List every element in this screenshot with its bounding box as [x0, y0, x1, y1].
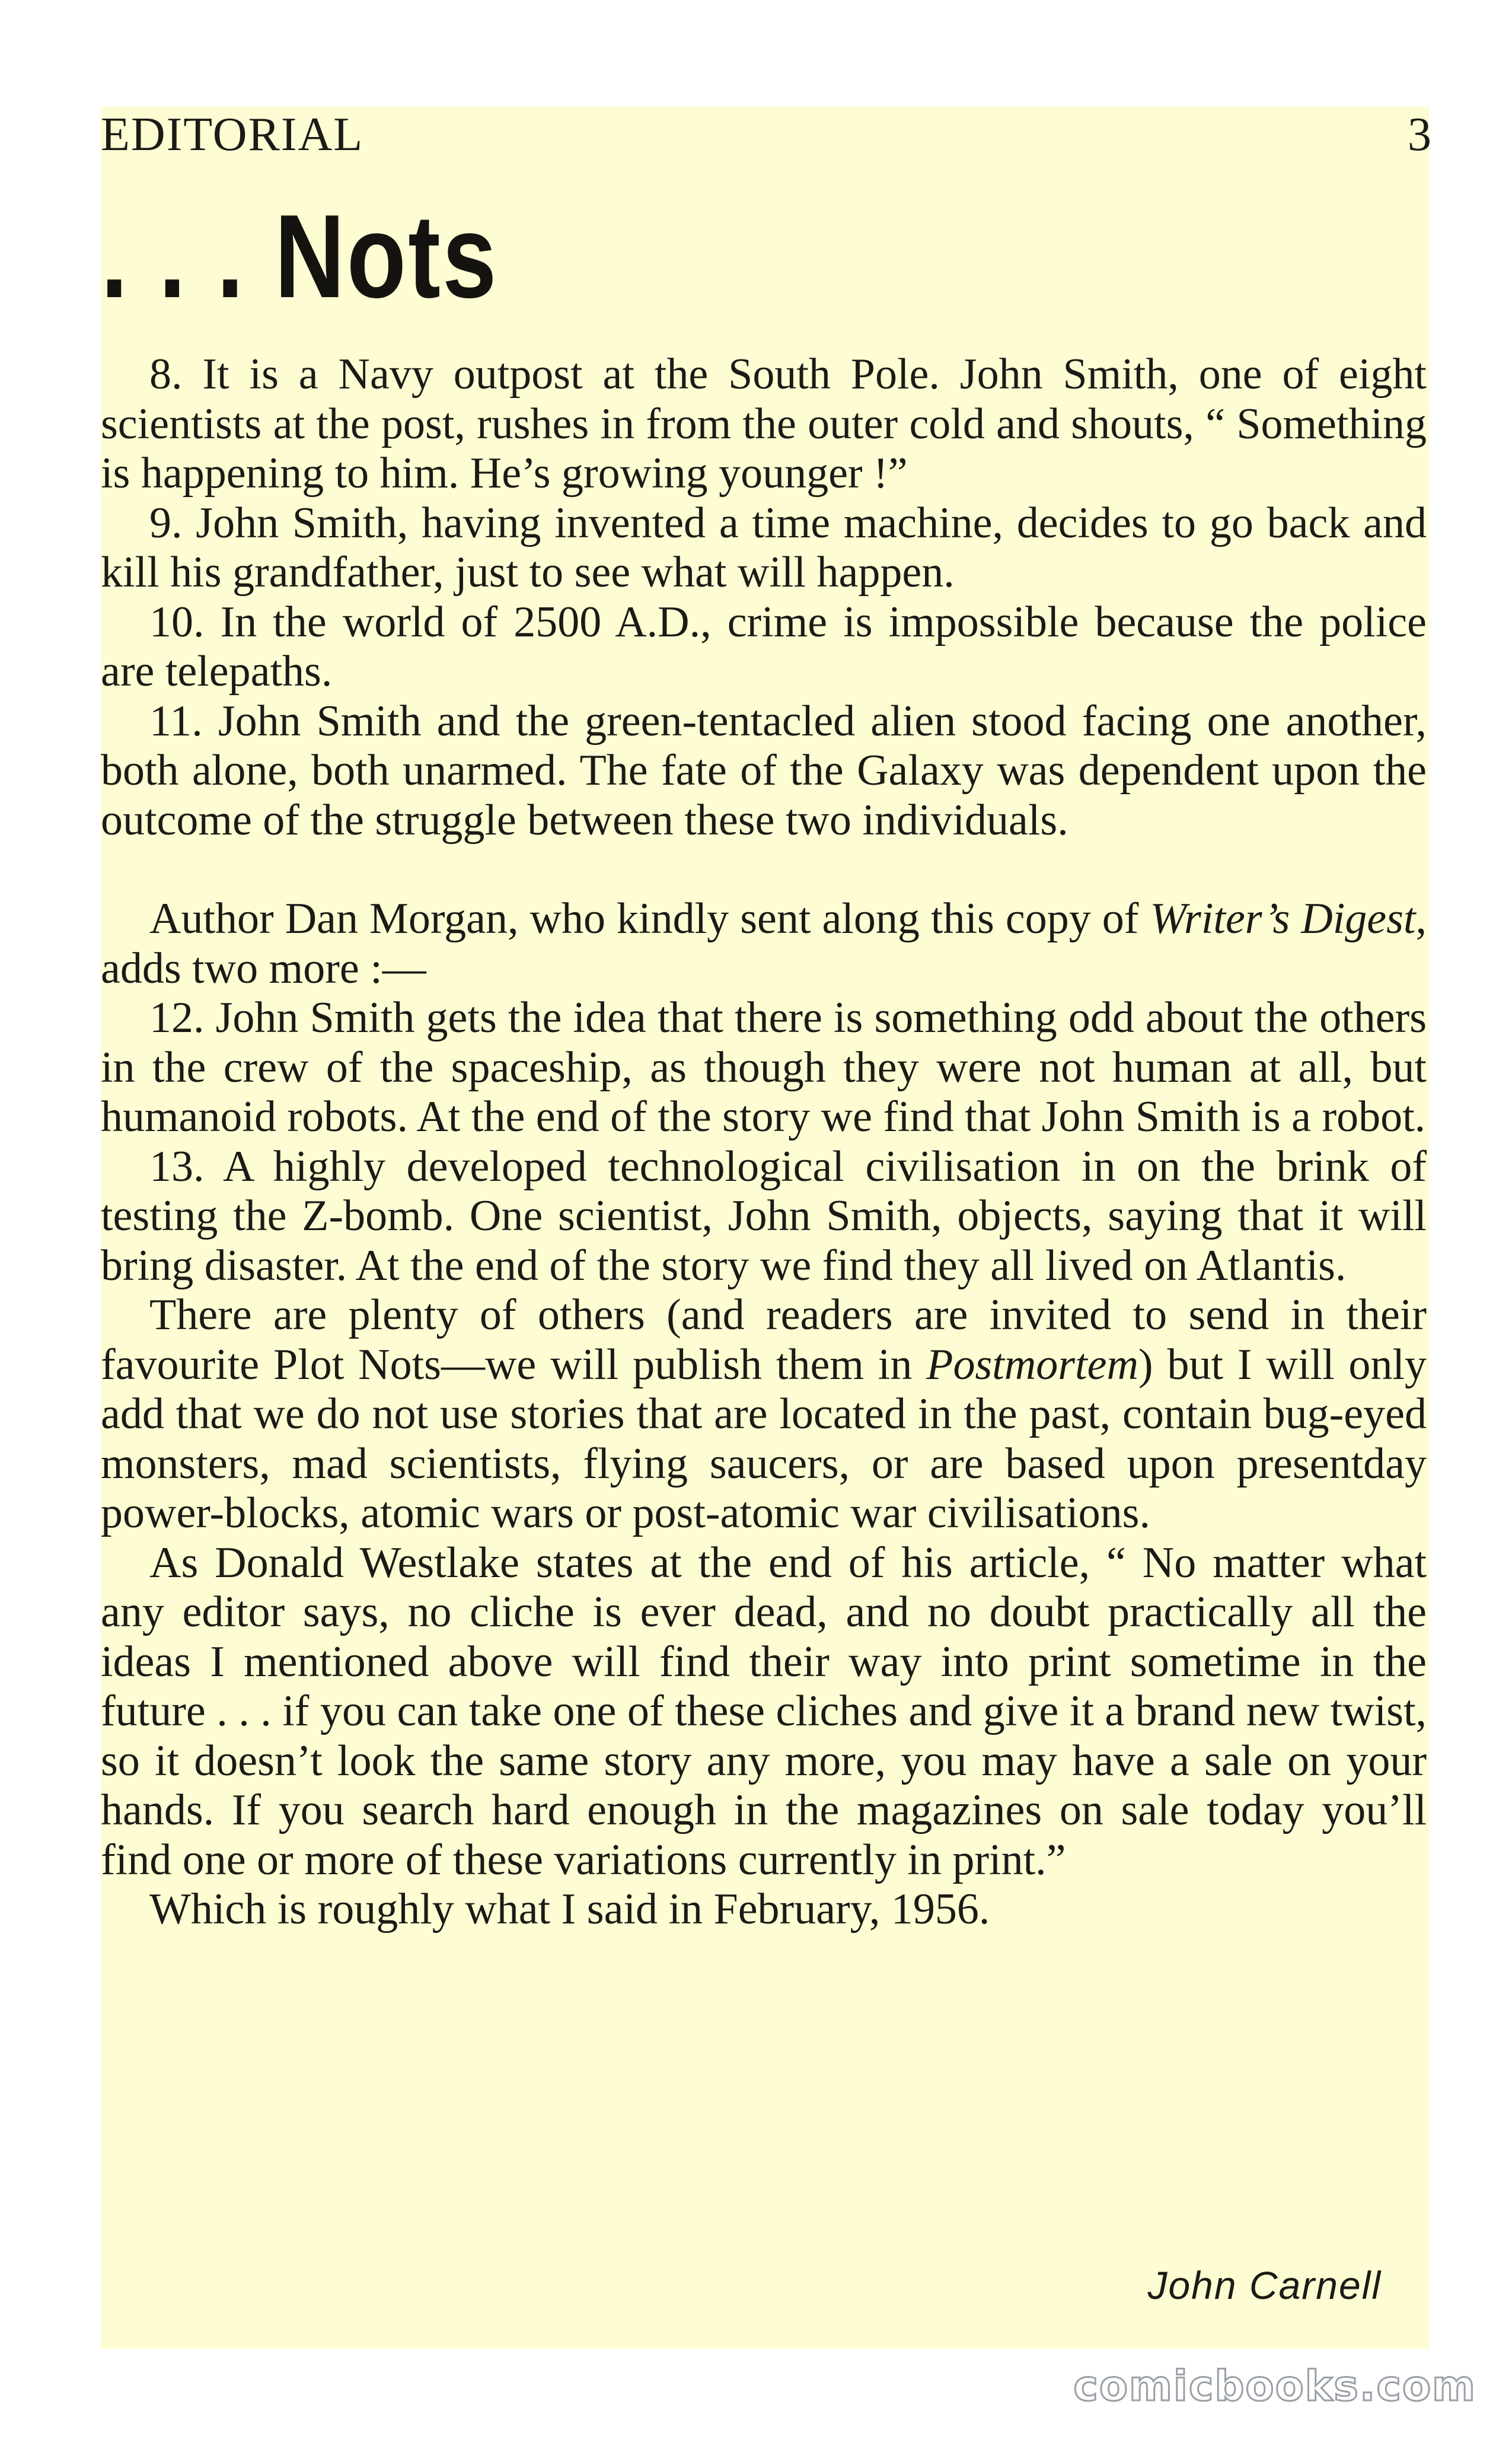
paragraph-westlake: As Donald Westlake states at the end of his article, “ No matter what any editor says, no cliche is ever dead, and no doubt practically all the ideas I mentioned above will find their way into print sometime in the future . . . if you can take one of these cliches and give it a brand new twist, so it doesn’t look the same story any more, you may have a sale on your hands. If you search hard enough in the magazines on sale today you’ll find one or more of these variations currently in print.” — [101, 1538, 1427, 1884]
paragraph-item-8: 8. It is a Navy outpost at the South Pole. John Smith, one of eight scientists at the post, rushes in from the outer cold and shouts, “ Something is happening to him. He’s growing younger !” — [101, 350, 1427, 498]
paragraph-plenty-before: There are plenty of others (and readers are invited to send in their favourite Plot Nots—we will publish them in — [101, 1291, 1427, 1389]
paragraph-plenty — [101, 1291, 1427, 1539]
editorial-body — [101, 350, 1427, 1935]
paragraph-item-9: 9. John Smith, having invented a time machine, decides to go back and kill his grandfather, just to see what will happen. — [101, 498, 1427, 597]
paragraph-item-12: 12. John Smith gets the idea that there is something odd about the others in the crew of the spaceship, as though they were not human at all, but humanoid robots. At the end of the story we find that John Smith is a robot. — [101, 993, 1427, 1141]
paragraph-morgan-after: , adds two more :— — [101, 894, 1427, 993]
paragraph-item-11: 11. John Smith and the green-tentacled alien stood facing one another, both alone, both unarmed. The fate of the Galaxy was dependent upon the outcome of the struggle between these two individuals. — [101, 696, 1427, 845]
page-number: 3 — [1408, 109, 1431, 161]
paragraph-closing: Which is roughly what I said in February, 1956. — [149, 1885, 990, 1934]
paragraph-plenty-after: ) but I will only add that we do not use stories that are located in the past, contain bug-eyed monsters, mad scientists, flying saucers, or are based upon presentday power-blocks, atomic wars or post-atomic war civilisations. — [101, 1340, 1427, 1537]
column-title: Postmortem — [926, 1340, 1138, 1389]
paragraph-morgan — [101, 894, 1427, 993]
paragraph-morgan-before: Author Dan Morgan, who kindly sent along this copy of — [149, 894, 1150, 943]
author-signature: John Carnell — [1147, 2263, 1382, 2307]
section-header: EDITORIAL — [101, 109, 364, 161]
paragraph-item-10: 10. In the world of 2500 A.D., crime is impossible because the police are telepaths. — [101, 597, 1427, 696]
site-watermark: comicbooks.com — [1073, 2362, 1476, 2410]
paragraph-item-13: 13. A highly developed technological civilisation in on the brink of testing the Z-bomb. One scientist, John Smith, objects, saying that it will bring disaster. At the end of the story we find they all lived on Atlantis. — [101, 1142, 1427, 1290]
publication-title: Writer’s Digest — [1150, 894, 1416, 943]
editorial-title: . . . Nots — [101, 190, 499, 323]
